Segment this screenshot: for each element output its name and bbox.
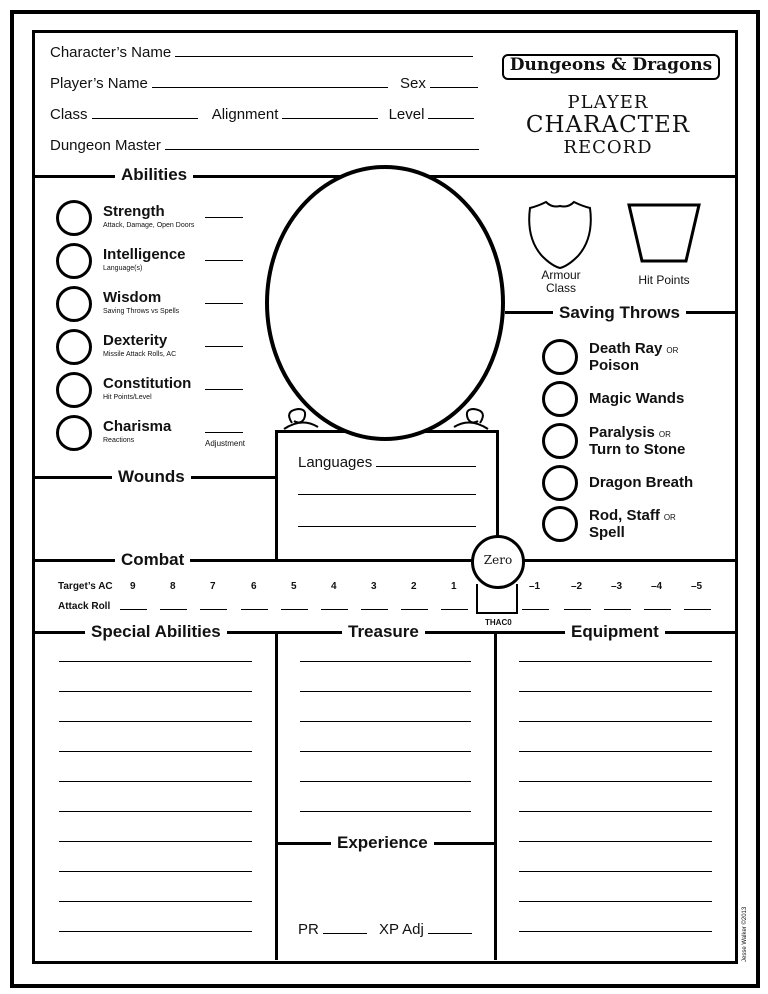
thac0-label: THAC0	[485, 618, 512, 627]
saving-throw-line-1: Magic Wands	[589, 390, 685, 407]
attack-roll-line[interactable]	[604, 609, 631, 610]
hit-points-icon[interactable]	[626, 202, 702, 264]
ability-description: Attack, Damage, Open Doors	[103, 222, 195, 229]
attack-roll-line[interactable]	[644, 609, 671, 610]
zero-label: Zero	[483, 553, 513, 567]
alignment-label: Alignment	[211, 106, 279, 123]
ability-description: Hit Points/Level	[103, 394, 152, 401]
special-abilities-line[interactable]	[59, 871, 252, 872]
equipment-line[interactable]	[519, 811, 712, 812]
saving-throw-line-2: Turn to Stone	[589, 441, 686, 458]
treasure-line[interactable]	[300, 691, 471, 692]
level-label: Level	[388, 106, 425, 123]
equipment-line[interactable]	[519, 781, 712, 782]
saving-throw-label	[589, 475, 697, 492]
attack-roll-line[interactable]	[241, 609, 268, 610]
special-abilities-line[interactable]	[59, 931, 252, 932]
xp-adj-label: XP Adj	[379, 921, 424, 938]
title-line-1: PLAYER	[567, 92, 649, 113]
ability-score-circle[interactable]	[56, 415, 92, 451]
saving-throw-or: OR	[666, 346, 679, 355]
attack-roll-line[interactable]	[684, 609, 711, 610]
equipment-line[interactable]	[519, 871, 712, 872]
ability-description: Saving Throws vs Spells	[103, 308, 180, 315]
target-ac-value: 5	[291, 581, 297, 592]
armour-class-label	[526, 269, 596, 295]
armour-class-line-2: Class	[545, 281, 576, 295]
attack-roll-line[interactable]	[441, 609, 468, 610]
saving-throw-label	[589, 341, 678, 373]
abilities-heading: Abilities	[115, 165, 193, 185]
equipment-line[interactable]	[519, 661, 712, 662]
treasure-line[interactable]	[300, 751, 471, 752]
dnd-logo	[502, 50, 718, 80]
ability-score-circle[interactable]	[56, 329, 92, 365]
equipment-line[interactable]	[519, 721, 712, 722]
ability-description: Language(s)	[103, 265, 143, 272]
saving-throw-line-1: Death Ray	[589, 340, 663, 357]
dungeon-master-field[interactable]	[50, 135, 479, 154]
saving-throw-line-1: Rod, Staff	[589, 507, 660, 524]
equipment-line[interactable]	[519, 931, 712, 932]
languages-line[interactable]	[298, 494, 476, 495]
pr-label: PR	[298, 921, 319, 938]
saving-throw-circle[interactable]	[542, 423, 578, 459]
special-abilities-line[interactable]	[59, 691, 252, 692]
target-ac-value: –2	[571, 581, 583, 592]
ability-adjustment-line[interactable]	[205, 420, 243, 433]
target-ac-value: 7	[210, 581, 216, 592]
equipment-line[interactable]	[519, 751, 712, 752]
attack-roll-line[interactable]	[401, 609, 428, 610]
target-ac-value: 8	[170, 581, 176, 592]
special-abilities-line[interactable]	[59, 751, 252, 752]
saving-throw-circle[interactable]	[542, 381, 578, 417]
languages-line[interactable]	[298, 526, 476, 527]
right-scroll-ornament	[467, 409, 483, 423]
saving-throw-line-2: Spell	[589, 524, 625, 541]
saving-throw-or: OR	[663, 513, 676, 522]
wounds-heading: Wounds	[112, 467, 191, 487]
title-line-3: RECORD	[563, 137, 653, 158]
target-ac-value: 1	[451, 581, 457, 592]
right-scroll-ornament-tail	[454, 422, 488, 429]
ability-name: Wisdom	[103, 289, 162, 306]
armour-class-line-1: Armour	[541, 268, 581, 282]
player-character-record-title	[500, 93, 716, 158]
saving-throw-line-2: Poison	[589, 357, 640, 374]
attack-roll-line[interactable]	[321, 609, 348, 610]
dungeon-master-label: Dungeon Master	[50, 137, 161, 154]
treasure-line[interactable]	[300, 661, 471, 662]
target-ac-value: 6	[251, 581, 257, 592]
equipment-line[interactable]	[519, 841, 712, 842]
saving-throw-circle[interactable]	[542, 506, 578, 542]
equipment-heading: Equipment	[565, 622, 665, 642]
ability-score-circle[interactable]	[56, 372, 92, 408]
ability-adjustment-line[interactable]	[205, 248, 243, 261]
saving-throw-circle[interactable]	[542, 339, 578, 375]
adjustment-label: Adjustment	[205, 439, 246, 448]
zero-circle[interactable]	[471, 535, 525, 589]
target-ac-value: –3	[611, 581, 623, 592]
player-name-field[interactable]	[50, 73, 478, 92]
combat-heading: Combat	[115, 550, 190, 570]
treasure-line[interactable]	[300, 811, 471, 812]
sex-label: Sex	[400, 75, 426, 92]
ability-name: Constitution	[103, 375, 192, 392]
class-label: Class	[50, 106, 88, 123]
attack-roll-line[interactable]	[564, 609, 591, 610]
treasure-line[interactable]	[300, 781, 471, 782]
left-scroll-ornament-tail	[284, 422, 318, 429]
saving-throw-line-1: Dragon Breath	[589, 474, 694, 491]
character-name-label: Character’s Name	[50, 44, 172, 61]
equipment-line[interactable]	[519, 691, 712, 692]
shield-icon[interactable]	[526, 198, 596, 270]
target-ac-value: 2	[411, 581, 417, 592]
special-abilities-line[interactable]	[59, 661, 252, 662]
thac0-box[interactable]	[476, 584, 518, 614]
hit-points-label: Hit Points	[638, 273, 690, 287]
attack-roll-line[interactable]	[281, 609, 308, 610]
ability-adjustment-line[interactable]	[205, 205, 243, 218]
equipment-line[interactable]	[519, 901, 712, 902]
ability-adjustment-line[interactable]	[205, 377, 243, 390]
left-scroll-ornament	[289, 409, 305, 423]
ability-adjustment-line[interactable]	[205, 334, 243, 347]
saving-throws-heading: Saving Throws	[553, 303, 686, 323]
special-abilities-line[interactable]	[59, 721, 252, 722]
target-ac-value: –1	[529, 581, 541, 592]
attack-roll-line[interactable]	[522, 609, 549, 610]
saving-throw-or: OR	[658, 430, 671, 439]
special-abilities-line[interactable]	[59, 781, 252, 782]
attack-roll-line[interactable]	[200, 609, 227, 610]
saving-throw-circle[interactable]	[542, 465, 578, 501]
ability-name: Strength	[103, 203, 165, 220]
attack-roll-label: Attack Roll	[58, 601, 111, 612]
attack-roll-line[interactable]	[120, 609, 147, 610]
target-ac-value: –5	[691, 581, 703, 592]
dnd-logo-text: Dungeons & Dragons	[509, 55, 713, 75]
player-name-label: Player’s Name	[50, 75, 148, 92]
special-abilities-heading: Special Abilities	[85, 622, 227, 642]
targets-ac-label: Target’s AC	[58, 581, 113, 592]
attack-roll-line[interactable]	[160, 609, 187, 610]
class-field[interactable]	[50, 104, 474, 123]
title-line-2: CHARACTER	[525, 112, 691, 138]
ability-score-circle[interactable]	[56, 286, 92, 322]
credit-text: Jesse Walker ©2013	[742, 906, 748, 962]
experience-fields[interactable]	[298, 919, 472, 938]
lower-right-column-divider	[494, 633, 497, 960]
saving-throw-label	[589, 425, 685, 457]
target-ac-value: 9	[130, 581, 136, 592]
special-abilities-line[interactable]	[59, 811, 252, 812]
ability-name: Intelligence	[103, 246, 186, 263]
attack-roll-line[interactable]	[361, 609, 388, 610]
saving-throw-label	[589, 508, 676, 540]
portrait-oval	[267, 167, 503, 439]
treasure-heading: Treasure	[342, 622, 425, 642]
ability-name: Charisma	[103, 418, 172, 435]
saving-throw-label	[589, 391, 688, 408]
target-ac-value: 3	[371, 581, 377, 592]
treasure-line[interactable]	[300, 721, 471, 722]
ability-score-circle[interactable]	[56, 243, 92, 279]
ability-description: Reactions	[103, 437, 135, 444]
lower-left-column-divider	[275, 633, 278, 960]
languages-field[interactable]	[298, 452, 476, 471]
target-ac-value: –4	[651, 581, 663, 592]
saving-throw-line-1: Paralysis	[589, 424, 655, 441]
ability-description: Missile Attack Rolls, AC	[103, 351, 177, 358]
special-abilities-line[interactable]	[59, 901, 252, 902]
ability-adjustment-line[interactable]	[205, 291, 243, 304]
special-abilities-line[interactable]	[59, 841, 252, 842]
ability-name: Dexterity	[103, 332, 168, 349]
experience-heading: Experience	[331, 833, 434, 853]
ability-score-circle[interactable]	[56, 200, 92, 236]
portrait-frame	[262, 165, 510, 450]
character-name-field[interactable]	[50, 42, 473, 61]
target-ac-value: 4	[331, 581, 337, 592]
languages-label: Languages	[298, 454, 373, 471]
